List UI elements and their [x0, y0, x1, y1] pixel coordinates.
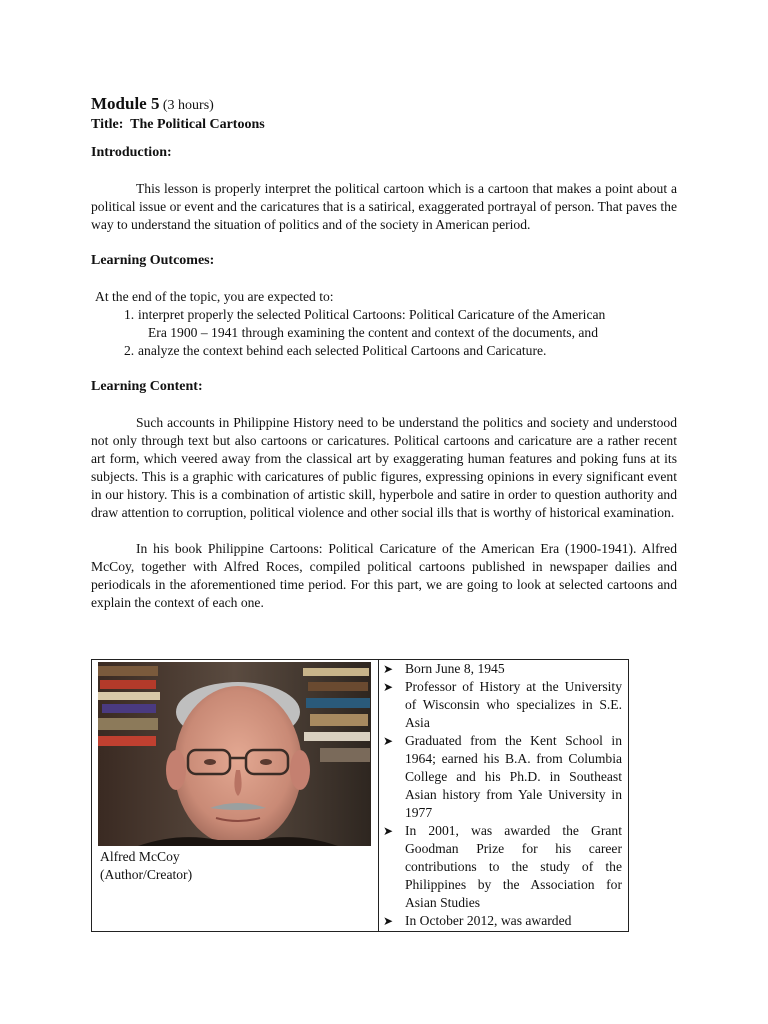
title-value: The Political Cartoons: [130, 117, 265, 132]
author-fact-text: Graduated from the Kent School in 1964; earned his B.A. from Columbia College and his Ph.D. in Southeast Asian history from Yale University in 1977: [404, 733, 622, 820]
module-name: Module 5: [91, 94, 160, 113]
arrow-bullet-icon: ➤: [382, 824, 394, 838]
author-fact-text: In 2001, was awarded the Grant Goodman Prize for his career contributions to the study of the Philippines by the Association for Asian Studies: [404, 823, 622, 910]
outcome-text: analyze the context behind each selected Political Cartoons and Caricature.: [138, 343, 547, 358]
outcome-text: interpret properly the selected Political Cartoons: Political Caricature of the American: [138, 307, 606, 322]
introduction-paragraph: This lesson is properly interpret the political cartoon which is a cartoon that makes a point about a political issue or event and the caricatures that is a satirical, exaggerated portrayal of person. That paves the way to understand the situation of politics and of the society in American period.: [91, 181, 677, 232]
document-page: [91, 94, 677, 612]
author-fact-item: [383, 732, 622, 822]
author-name: Alfred McCoy: [100, 849, 180, 864]
author-portrait-photo: [98, 662, 371, 846]
learning-outcomes-list: [91, 306, 677, 360]
title-label: Title:: [91, 117, 124, 132]
author-photo-cell: [92, 660, 379, 932]
author-facts-list: [379, 660, 628, 931]
arrow-bullet-icon: ➤: [382, 734, 394, 748]
author-fact-item: [383, 912, 622, 930]
author-bio-table: [91, 659, 629, 932]
learning-outcome-item: [91, 306, 677, 342]
arrow-bullet-icon: ➤: [382, 914, 394, 928]
outcome-number: 1.: [124, 307, 135, 322]
learning-outcomes-lead: At the end of the topic, you are expected to:: [95, 289, 334, 304]
learning-content-paragraph-1: Such accounts in Philippine History need to be understand the politics and society and understood not only through text but also cartoons or caricatures. Political cartoons and caricature are a rather recent art form, which veered away from the classical art by exaggerating human features and poking funs at its subjects. This is a graphic with caricatures of public figures, expressing opinions in every significant event in our history. This is a combination of artistic skill, hyperbole and satire in order to question authority and draw attention to corruption, political violence and other social ills that is worthy of historical examination.: [91, 415, 677, 520]
module-hours: (3 hours): [162, 98, 214, 113]
author-fact-text: Born June 8, 1945: [404, 661, 505, 676]
learning-outcome-item: [91, 342, 677, 360]
arrow-bullet-icon: ➤: [382, 662, 394, 676]
introduction-heading: Introduction:: [91, 145, 172, 160]
module-title: [91, 116, 677, 134]
author-fact-text: In October 2012, was awarded: [404, 913, 572, 928]
arrow-bullet-icon: ➤: [382, 680, 394, 694]
outcome-number: 2.: [124, 343, 135, 358]
author-fact-item: [383, 678, 622, 732]
author-fact-text: Professor of History at the University of Wisconsin who specializes in S.E. Asia: [404, 679, 622, 730]
author-facts-cell: [378, 660, 628, 932]
author-fact-item: [383, 822, 622, 912]
outcome-text-continuation: Era 1900 – 1941 through examining the content and context of the documents, and: [148, 325, 598, 340]
learning-content-heading: Learning Content:: [91, 379, 203, 394]
learning-outcomes-heading: Learning Outcomes:: [91, 253, 215, 268]
module-heading: [91, 94, 677, 116]
author-caption: [100, 848, 378, 884]
learning-content-paragraph-2: In his book Philippine Cartoons: Political Caricature of the American Era (1900-1941). Alfred McCoy, together with Alfred Roces, compiled political cartoons published in newspaper dailies and periodicals in the aforementioned time period. For this part, we are going to look at selected cartoons and explain the context of each one.: [91, 541, 677, 610]
author-role: (Author/Creator): [100, 867, 193, 882]
author-fact-item: [383, 660, 622, 678]
